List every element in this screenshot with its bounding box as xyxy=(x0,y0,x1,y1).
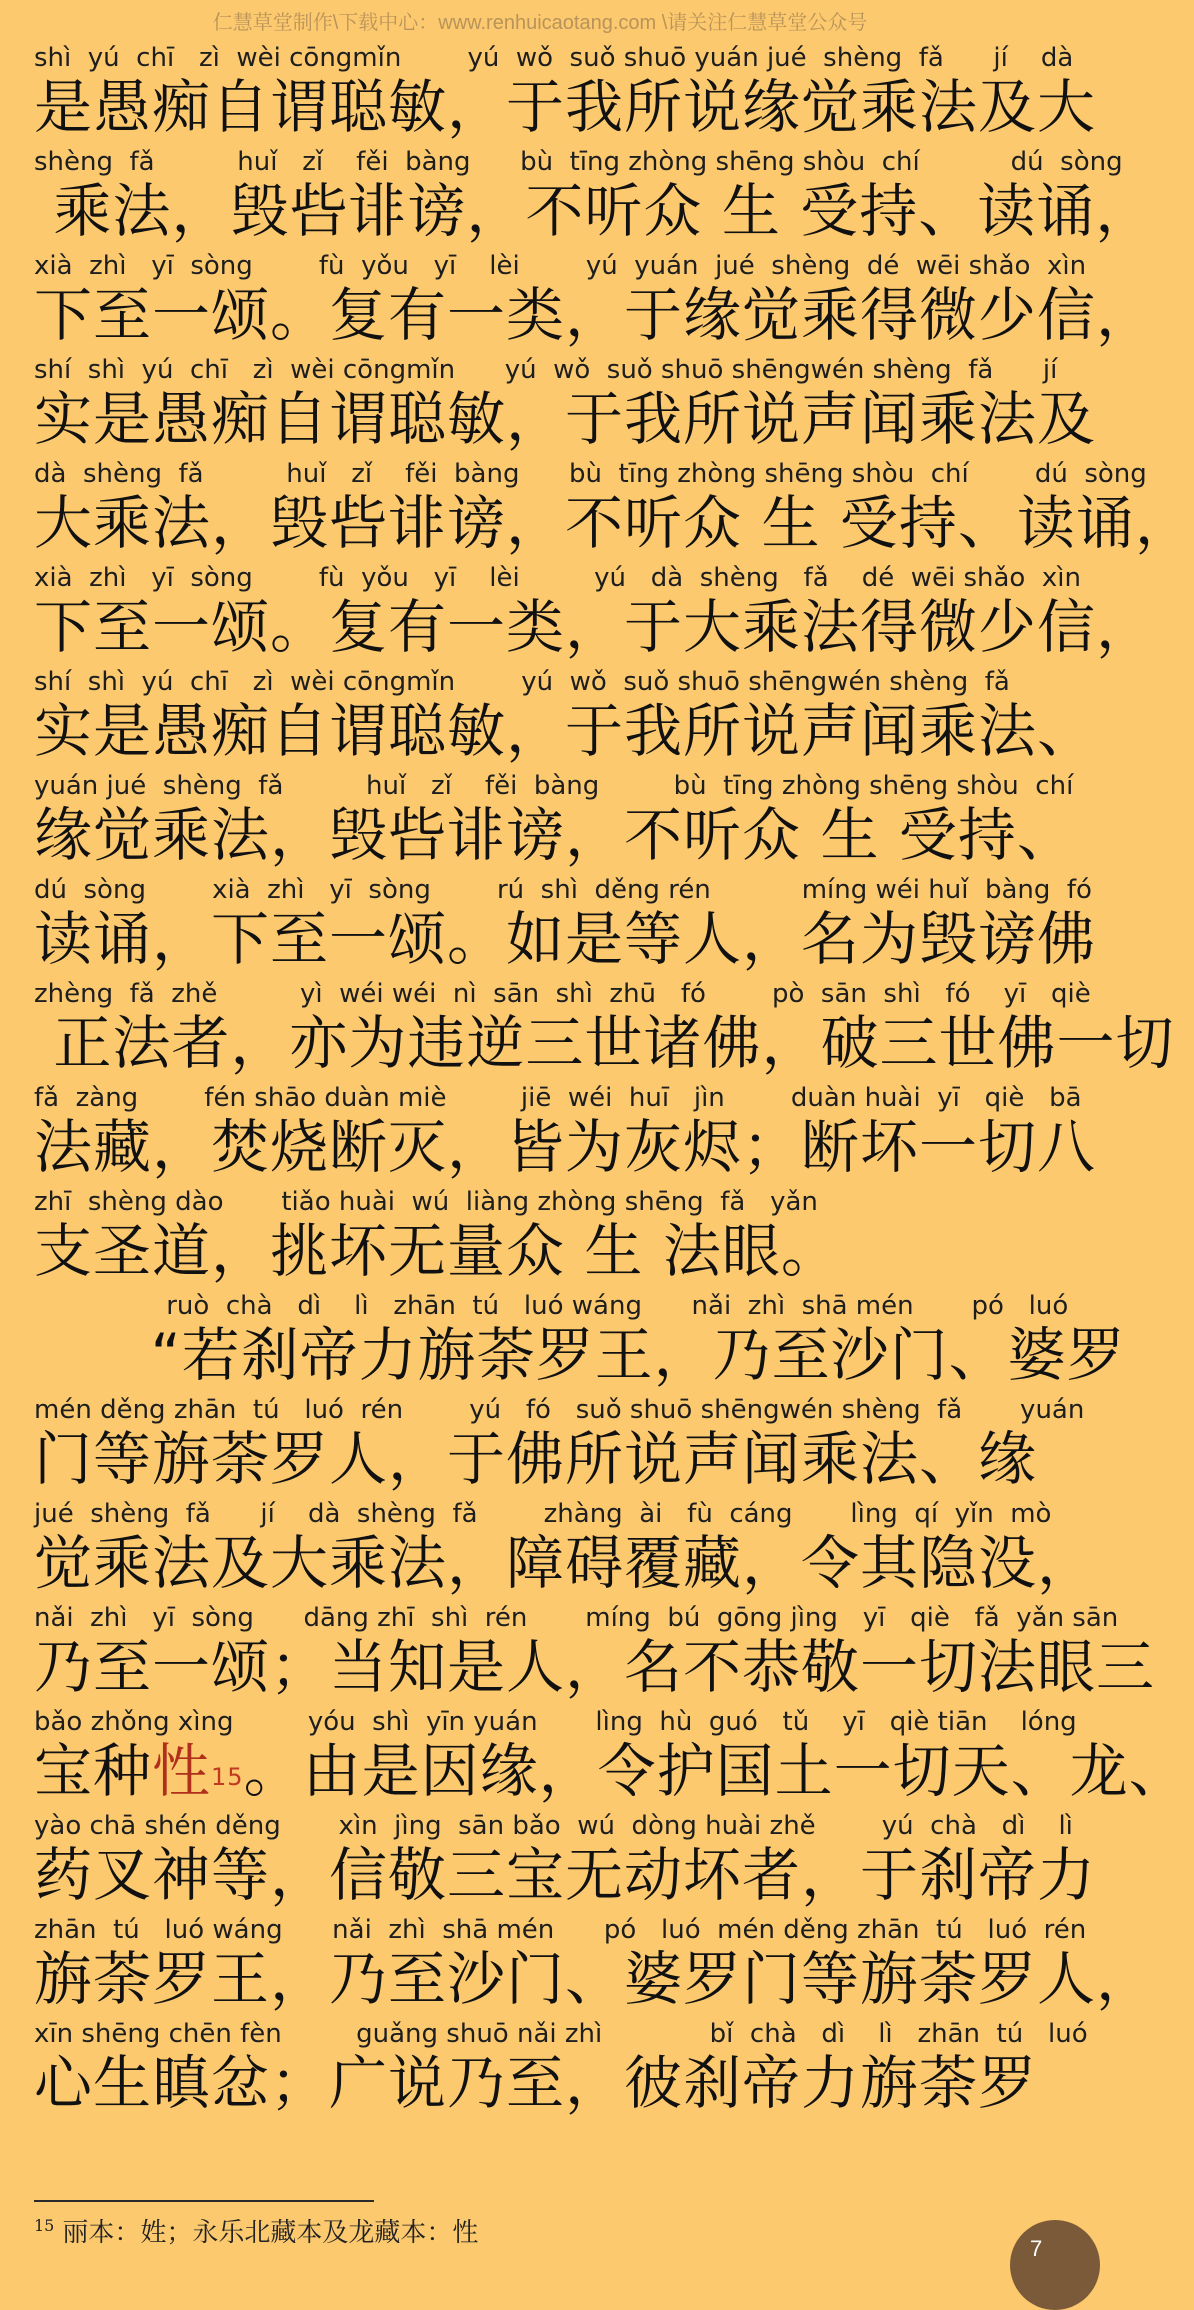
hanzi-line: 大乘法，毁呰诽谤，不听众 生 受持、读诵， xyxy=(34,489,1194,557)
text-line xyxy=(34,562,1156,666)
pinyin-line: dú sòng xià zhì yī sòng rú shì děng rén míng wéi huǐ bàng fó xyxy=(34,875,1092,905)
pinyin-line: shí shì yú chī zì wèi cōngmǐn yú wǒ suǒ shuō shēngwén shèng fǎ xyxy=(34,667,1010,697)
pinyin-line: xīn shēng chēn fèn guǎng shuō nǎi zhì bǐ chà dì lì zhān tú luó xyxy=(34,2019,1088,2049)
text-line xyxy=(34,458,1194,562)
text-line xyxy=(34,1706,1188,1810)
hanzi-line: 实是愚痴自谓聪敏，于我所说声闻乘法及 xyxy=(34,385,1097,453)
hanzi-line: 读诵，下至一颂。如是等人，名为毁谤佛 xyxy=(34,905,1097,973)
pinyin-line: fǎ zàng fén shāo duàn miè jiē wéi huī jìn duàn huài yī qiè bā xyxy=(34,1083,1082,1113)
pinyin-line: mén děng zhān tú luó rén yú fó suǒ shuō shēngwén shèng fǎ yuán xyxy=(34,1395,1085,1425)
text-line xyxy=(34,1602,1156,1706)
pinyin-line: zhān tú luó wáng nǎi zhì shā mén pó luó mén děng zhān tú luó rén xyxy=(34,1915,1087,1945)
text-line xyxy=(34,1290,1126,1394)
pinyin-line: nǎi zhì yī sòng dāng zhī shì rén míng bú gōng jìng yī qiè fǎ yǎn sān xyxy=(34,1603,1119,1633)
text-line xyxy=(34,42,1097,146)
hanzi-line: 实是愚痴自谓聪敏，于我所说声闻乘法、 xyxy=(34,697,1097,765)
text-line xyxy=(34,1394,1085,1498)
hanzi-line: 法藏，焚烧断灭，皆为灰烬；断坏一切八 xyxy=(34,1113,1097,1181)
pinyin-line: shì yú chī zì wèi cōngmǐn yú wǒ suǒ shuō yuán jué shèng fǎ jí dà xyxy=(34,43,1074,73)
scripture-text xyxy=(34,42,1194,2122)
hanzi-line: “若刹帝力旃荼罗王，乃至沙门、婆罗 xyxy=(34,1321,1126,1389)
hanzi-line: 门等旃荼罗人，于佛所说声闻乘法、缘 xyxy=(34,1425,1038,1493)
footnote-divider xyxy=(34,2200,374,2202)
hanzi-segment: 。由是因缘，令护国土一切天、龙、 xyxy=(243,1737,1188,1805)
text-line xyxy=(34,1498,1097,1602)
hanzi-line: 心生瞋忿；广说乃至，彼刹帝力旃荼罗 xyxy=(34,2049,1038,2117)
text-line xyxy=(34,1914,1156,2018)
hanzi-line: 下至一颂。复有一类，于大乘法得微少信， xyxy=(34,593,1156,661)
hanzi-line: 乘法，毁呰诽谤，不听众 生 受持、读诵， xyxy=(34,177,1155,245)
pinyin-line: zhī shèng dào tiǎo huài wú liàng zhòng shēng fǎ yǎn xyxy=(34,1187,818,1217)
hanzi-line: 旃荼罗王，乃至沙门、婆罗门等旃荼罗人， xyxy=(34,1945,1156,2013)
footnoted-character: 性 xyxy=(152,1737,212,1805)
hanzi-line: 觉乘法及大乘法，障碍覆藏，令其隐没， xyxy=(34,1529,1097,1597)
hanzi-line: 是愚痴自谓聪敏，于我所说缘觉乘法及大 xyxy=(34,73,1097,141)
hanzi-segment: 宝种性 xyxy=(34,1737,212,1805)
text-line xyxy=(34,666,1097,770)
text-line xyxy=(34,354,1097,458)
pinyin-line: jué shèng fǎ jí dà shèng fǎ zhàng ài fù cáng lìng qí yǐn mò xyxy=(34,1499,1052,1529)
text-line xyxy=(34,2018,1088,2122)
pinyin-line: yuán jué shèng fǎ huǐ zǐ fěi bàng bù tīng zhòng shēng shòu chí xyxy=(34,771,1074,801)
hanzi-line: 缘觉乘法，毁呰诽谤，不听众 生 受持、 xyxy=(34,801,1076,869)
pinyin-line: yào chā shén děng xìn jìng sān bǎo wú dòng huài zhě yú chà dì lì xyxy=(34,1811,1073,1841)
page-number-badge xyxy=(1010,2220,1100,2310)
footnote-reference[interactable]: 15 xyxy=(211,1763,244,1791)
footnote xyxy=(34,2212,478,2249)
hanzi-line: 乃至一颂；当知是人，名不恭敬一切法眼三 xyxy=(34,1633,1156,1701)
hanzi-line: 正法者，亦为违逆三世诸佛，破三世佛一切 xyxy=(34,1009,1175,1077)
pinyin-line: ruò chà dì lì zhān tú luó wáng nǎi zhì shā mén pó luó xyxy=(34,1291,1069,1321)
pinyin-line: xià zhì yī sòng fù yǒu yī lèi yú yuán jué shèng dé wēi shǎo xìn xyxy=(34,251,1087,281)
pinyin-line: dà shèng fǎ huǐ zǐ fěi bàng bù tīng zhòng shēng shòu chí dú sòng xyxy=(34,459,1147,489)
pinyin-line: shí shì yú chī zì wèi cōngmǐn yú wǒ suǒ shuō shēngwén shèng fǎ jí xyxy=(34,355,1058,385)
footnote-text: 丽本：姓；永乐北藏本及龙藏本：性 xyxy=(62,2218,479,2248)
text-line xyxy=(34,770,1076,874)
hanzi-line: 药叉神等，信敬三宝无动坏者，于刹帝力 xyxy=(34,1841,1097,1909)
text-line xyxy=(34,978,1175,1082)
hanzi-line: 下至一颂。复有一类，于缘觉乘得微少信， xyxy=(34,281,1156,349)
pinyin-line: zhèng fǎ zhě yì wéi wéi nì sān shì zhū fó pò sān shì fó yī qiè xyxy=(34,979,1091,1009)
text-line xyxy=(34,1810,1097,1914)
text-line xyxy=(34,146,1155,250)
footnote-number: 15 xyxy=(34,2216,55,2236)
text-line xyxy=(34,874,1097,978)
pinyin-line: shèng fǎ huǐ zǐ fěi bàng bù tīng zhòng shēng shòu chí dú sòng xyxy=(34,147,1123,177)
text-line xyxy=(34,1082,1097,1186)
pinyin-line: bǎo zhǒng xìng yóu shì yīn yuán lìng hù guó tǔ yī qiè tiān lóng xyxy=(34,1707,1077,1737)
hanzi-line: 支圣道，挑坏无量众 生 法眼。 xyxy=(34,1217,840,1285)
page-number: 7 xyxy=(1030,2236,1043,2261)
pinyin-line: xià zhì yī sòng fù yǒu yī lèi yú dà shèng fǎ dé wēi shǎo xìn xyxy=(34,563,1081,593)
text-line xyxy=(34,250,1156,354)
watermark: 仁慧草堂制作\下载中心：www.renhuicaotang.com \请关注仁慧草堂公众号 xyxy=(212,12,868,34)
hanzi-line xyxy=(34,1738,1188,1804)
text-line xyxy=(34,1186,1054,1290)
